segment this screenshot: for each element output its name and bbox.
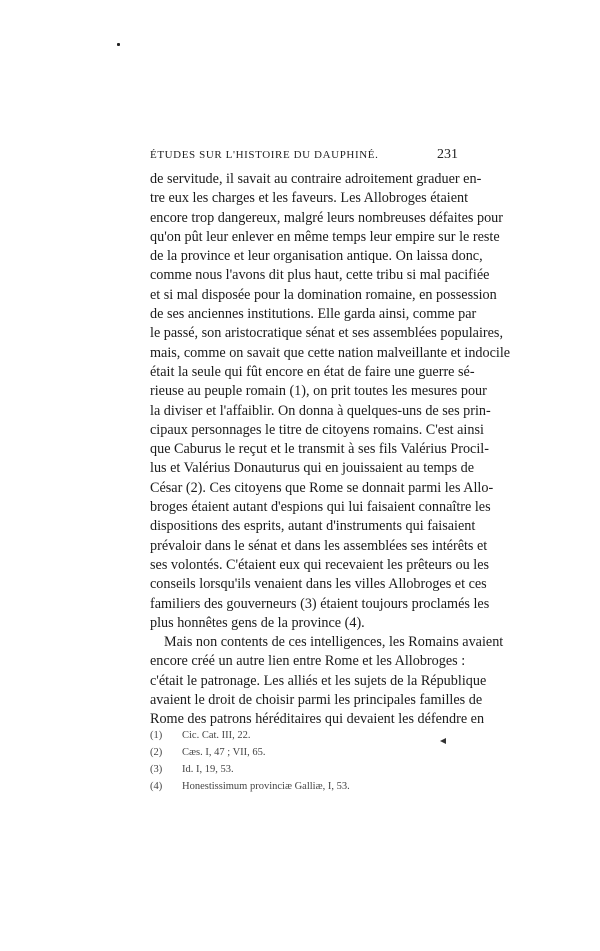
footnotes [150, 727, 458, 795]
text-line: encore trop dangereux, malgré leurs nombreuses défaites pour [150, 209, 503, 226]
footnote-marker: (1) [150, 730, 163, 741]
text-line: qu'on pût leur enlever en même temps leur empire sur le reste [150, 228, 500, 245]
page-number: 231 [437, 147, 458, 162]
text-line: avaient le droit de choisir parmi les principales familles de [150, 692, 483, 709]
text-line: familiers des gouverneurs (3) étaient toujours proclamés les [150, 595, 490, 612]
text-line: le passé, son aristocratique sénat et ses assemblées populaires, [150, 325, 504, 342]
text-line: de la province et leur organisation antique. On laissa donc, [150, 248, 483, 265]
text-line: la diviser et l'affaiblir. On donna à quelques-uns de ses prin- [150, 402, 491, 419]
footnote-text: Honestissimum provinciæ Galliæ, I, 53. [182, 781, 350, 792]
text-line: cipaux personnages le titre de citoyens romains. C'est ainsi [150, 421, 484, 438]
text-line: prévaloir dans le sénat et dans les assemblées ses intérêts et [150, 537, 488, 554]
text-line: c'était le patronage. Les alliés et les sujets de la République [150, 672, 487, 689]
text-line: tre eux les charges et les faveurs. Les Allobroges étaient [150, 190, 469, 207]
text-line: rieuse au peuple romain (1), on prit toutes les mesures pour [150, 383, 487, 400]
text-line: était la seule qui fût encore en état de faire une guerre sé- [150, 363, 475, 380]
footnote-marker: (2) [150, 747, 163, 758]
footnote [150, 761, 458, 778]
ink-speck [117, 43, 120, 46]
footnote-text: Cic. Cat. III, 22. [182, 730, 251, 741]
running-header [150, 147, 458, 163]
text-line: mais, comme on savait que cette nation malveillante et indocile [150, 344, 511, 361]
text-line: César (2). Ces citoyens que Rome se donnait parmi les Allo- [150, 479, 494, 496]
footnote-text: Cæs. I, 47 ; VII, 65. [182, 747, 266, 758]
margin-arrow-icon [440, 738, 446, 744]
text-line: lus et Valérius Donauturus qui en jouissaient au temps de [150, 460, 475, 477]
text-line: que Caburus le reçut et le transmit à ses fils Valérius Procil- [150, 441, 489, 458]
text-line: encore créé un autre lien entre Rome et les Allobroges : [150, 653, 466, 670]
text-line: dispositions des esprits, autant d'instruments qui faisaient [150, 518, 476, 535]
text-line: comme nous l'avons dit plus haut, cette tribu si mal pacifiée [150, 267, 490, 284]
text-line: broges étaient autant d'espions qui lui faisaient connaître les [150, 499, 491, 516]
text-line: de ses anciennes institutions. Elle garda ainsi, comme par [150, 306, 477, 323]
text-line: conseils lorsqu'ils venaient dans les villes Allobroges et ces [150, 576, 487, 593]
footnote [150, 778, 458, 795]
text-line: et si mal disposée pour la domination romaine, en possession [150, 286, 497, 303]
footnote [150, 744, 458, 761]
text-line: plus honnêtes gens de la province (4). [150, 614, 365, 631]
footnote-text: Id. I, 19, 53. [182, 764, 234, 775]
text-line: Mais non contents de ces intelligences, les Romains avaient [164, 634, 504, 651]
text-line: ses volontés. C'étaient eux qui recevaient les prêteurs ou les [150, 556, 490, 573]
main-text [150, 170, 511, 730]
footnote-marker: (3) [150, 764, 163, 775]
text-line: de servitude, il savait au contraire adroitement graduer en- [150, 171, 482, 187]
footnote-marker: (4) [150, 781, 163, 792]
text-line: Rome des patrons héréditaires qui devaient les défendre en [150, 711, 485, 728]
footnote [150, 727, 458, 744]
running-title: ÉTUDES SUR L'HISTOIRE DU DAUPHINÉ. [150, 149, 379, 161]
